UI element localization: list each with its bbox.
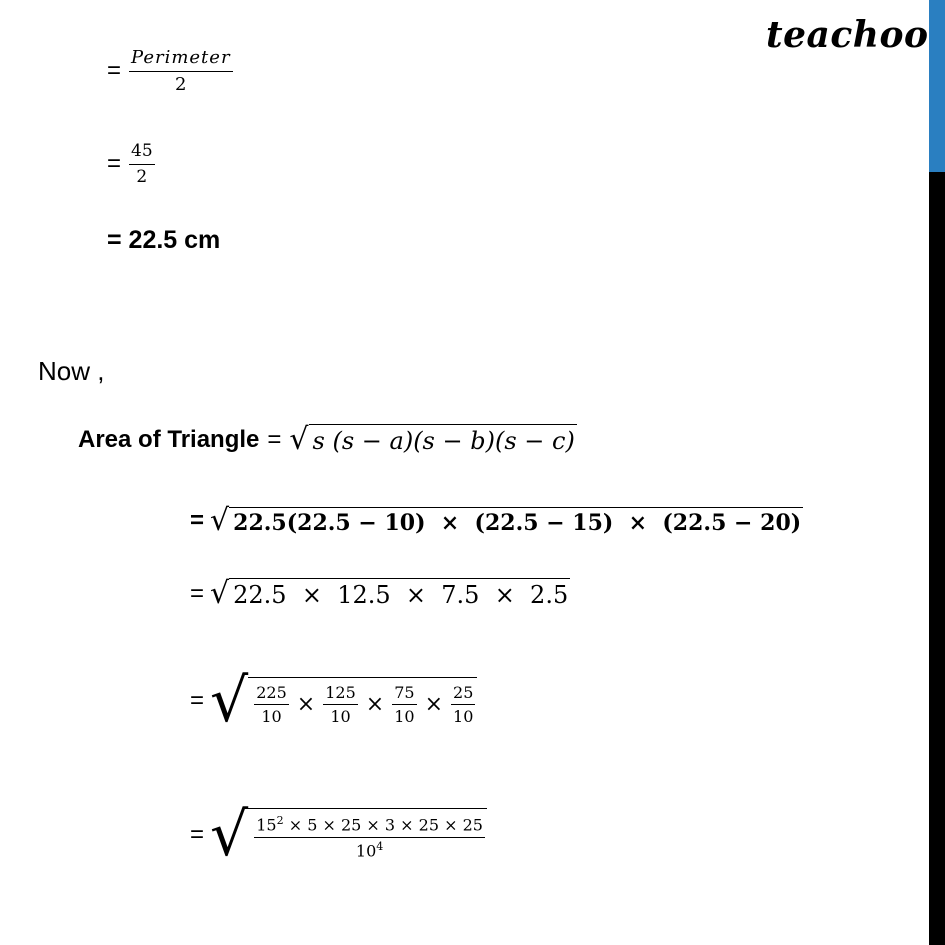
radical-sign: √ (210, 666, 249, 736)
radical-sign: √ (210, 503, 230, 538)
fraction-denominator: 10 (394, 707, 415, 727)
step-1-radicand: 22.5(22.5 − 10) × (22.5 − 15) × (22.5 − 20) (229, 507, 803, 536)
fraction-denominator: 10 (453, 707, 474, 727)
area-formula-line (78, 424, 577, 455)
fraction-numerator: 25 (451, 684, 475, 706)
semi-perimeter-line-2 (107, 142, 155, 186)
times-sign: × (424, 692, 444, 718)
fraction-numerator: 125 (323, 684, 358, 706)
area-step-1 (190, 503, 803, 538)
scrollbar-thumb[interactable] (929, 0, 945, 172)
fraction-numerator: 75 (392, 684, 416, 706)
step-2-radical (210, 578, 570, 609)
equals-sign: = (190, 687, 205, 714)
forty-five-over-two (129, 142, 155, 186)
fraction-numerator: 225 (254, 684, 289, 706)
numerator-exponent: 2 (276, 814, 284, 828)
fraction-225-10 (254, 684, 289, 726)
heron-radicand: s (s − a)(s − b)(s − c) (309, 424, 577, 455)
fraction-numerator (254, 815, 485, 838)
equals-sign: = (190, 821, 205, 848)
heron-radical (289, 424, 576, 455)
semi-perimeter-line-1 (107, 48, 233, 95)
denominator-exponent: 4 (376, 840, 384, 854)
semi-perimeter-result: = 22.5 cm (107, 226, 221, 254)
equals-sign: = (107, 150, 122, 178)
radical-sign: √ (210, 576, 230, 611)
fraction-numerator: 45 (129, 142, 155, 165)
fraction-denominator: 10 (330, 707, 351, 727)
fraction-denominator (356, 838, 383, 860)
area-step-4 (190, 800, 487, 870)
fraction-denominator: 10 (261, 707, 282, 727)
numerator-base: 15 (256, 815, 277, 835)
fraction-denominator: 2 (136, 166, 148, 187)
area-step-2 (190, 578, 570, 609)
equals-sign: = (190, 579, 205, 607)
times-sign: × (365, 692, 385, 718)
area-step-3 (190, 666, 477, 736)
fraction-75-10 (392, 684, 416, 726)
fraction-numerator: Perimeter (129, 48, 233, 72)
numerator-rest: × 5 × 25 × 3 × 25 × 25 (283, 815, 483, 835)
step-4-radicand (248, 808, 487, 862)
fraction-25-10 (451, 684, 475, 726)
radical-sign: √ (210, 800, 249, 870)
times-sign: × (296, 692, 316, 718)
area-label: Area of Triangle (78, 425, 260, 453)
fraction-denominator: 2 (175, 73, 187, 95)
step-1-radical (210, 503, 803, 538)
step-3-radicand (248, 677, 477, 728)
denominator-base: 10 (355, 841, 377, 861)
radical-sign: √ (289, 422, 309, 457)
equals-sign: = (107, 57, 122, 85)
fraction-125-10 (323, 684, 358, 726)
step-4-radical (210, 800, 487, 870)
step-3-radical (210, 666, 477, 736)
step-4-fraction (254, 815, 485, 860)
equals-sign: = (190, 507, 205, 534)
equals-sign: = (267, 425, 282, 453)
teachoo-logo: teachoo (766, 14, 929, 56)
perimeter-over-two (129, 48, 233, 95)
step-2-radicand: 22.5 × 12.5 × 7.5 × 2.5 (229, 578, 570, 609)
now-label: Now , (38, 356, 105, 386)
